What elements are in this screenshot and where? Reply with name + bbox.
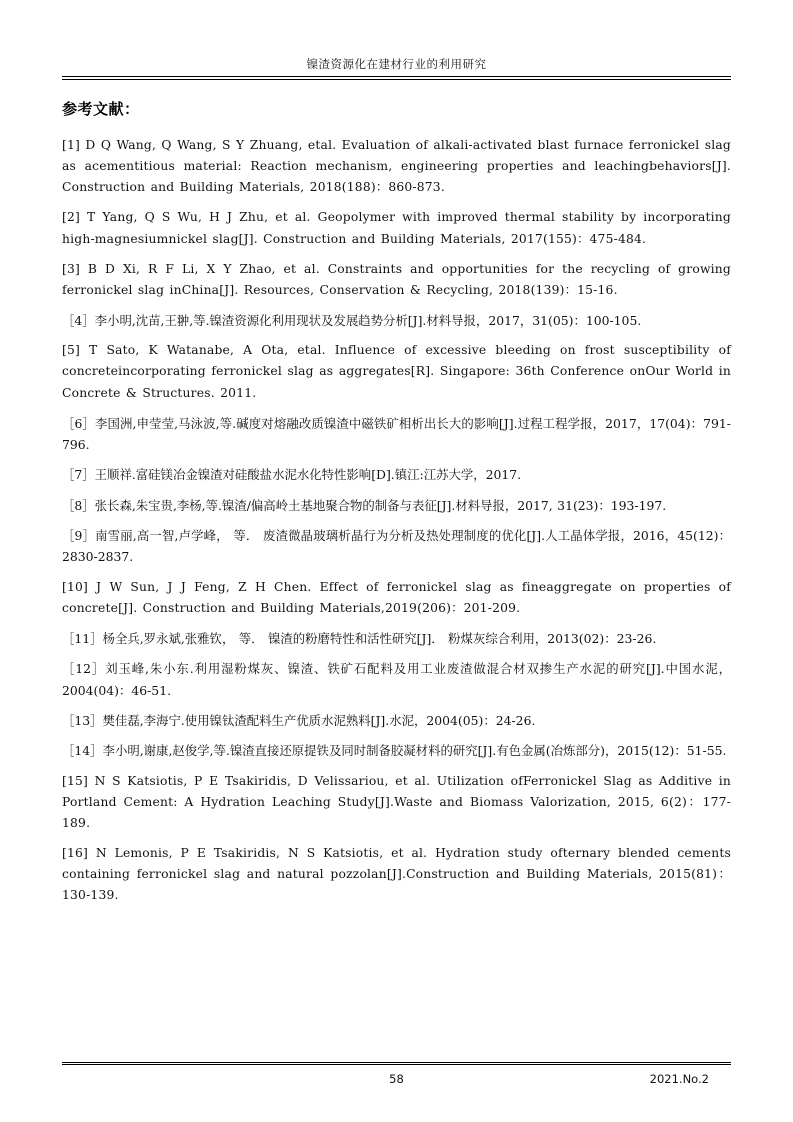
reference-item: ［11］杨全兵,罗永斌,张雅钦， 等． 镍渣的粉磨特性和活性研究[J]． 粉煤灰综合利用，2013(02)：23-26. <box>62 630 657 646</box>
reference-item: [16] N Lemonis, P E Tsakiridis, N S Katsiotis, et al. Hydration study ofternary blended cements containing ferronickel slag and natural pozzolan[J].Construction and Building Materials, 2015(81)：130‐139. <box>62 846 731 903</box>
reference-item: ［9］南雪丽,高一智,卢学峰， 等． 废渣微晶玻璃析晶行为分析及热处理制度的优化[J].人工晶体学报，2016，45(12)：2830-2837. <box>62 528 731 565</box>
reference-item: ［8］张长森,朱宝贵,李杨,等.镍渣/偏高岭土基地聚合物的制备与表征[J].材料导报，2017, 31(23)：193-197. <box>62 497 667 513</box>
reference-item: [10] J W Sun, J J Feng, Z H Chen. Effect of ferronickel slag as fineaggregate on properties of concrete[J]. Construction and Building Materials,2019(206)：201-209. <box>62 579 731 615</box>
reference-item: ［4］李小明,沈苗,王翀,等.镍渣资源化利用现状及发展趋势分析[J].材料导报，2017，31(05)：100-105. <box>62 312 642 328</box>
issue-label: 2021.No.2 <box>649 1072 709 1086</box>
reference-item: ［14］李小明,谢康,赵俊学,等.镍渣直接还原提铁及同时制备胶凝材料的研究[J].有色金属(冶炼部分)，2015(12)：51-55. <box>62 743 727 759</box>
footer-rule-thick <box>62 1062 731 1063</box>
reference-item: [1] D Q Wang, Q Wang, S Y Zhuang, etal. Evaluation of alkali-activated blast furnace ferronickel slag as acementitious material: Reaction mechanism, engineering properties and leachingbehaviors[J]. Construction and Building Materials, 2018(188)：860-873. <box>62 138 731 195</box>
header-rule-thin <box>62 79 731 80</box>
page-content <box>62 56 731 1082</box>
reference-item: ［7］王顺祥.富硅镁冶金镍渣对硅酸盐水泥水化特性影响[D].镇江:江苏大学，2017. <box>62 467 522 483</box>
page-title: 参考文献： <box>62 100 140 118</box>
reference-item: [3] B D Xi, R F Li, X Y Zhao, et al. Constraints and opportunities for the recycling of growing ferronickel slag inChina[J]. Resources, Conservation & Recycling, 2018(139)：15-16. <box>62 261 731 297</box>
reference-item: [15] N S Katsiotis, P E Tsakiridis, D Velissariou, et al. Utilization ofFerronickel Slag as Additive in Portland Cement: A Hydration Leaching Study[J].Waste and Biomass Valorization, 2015, 6(2)：177-189. <box>62 773 731 830</box>
reference-item: ［12］刘玉峰,朱小东.利用湿粉煤灰、镍渣、铁矿石配料及用工业废渣做混合材双掺生产水泥的研究[J].中国水泥，2004(04)：46-51. <box>62 661 731 698</box>
running-header <box>62 56 731 76</box>
header-rule-thick <box>62 76 731 77</box>
reference-item: [5] T Sato, K Watanabe, A Ota, etal. Influence of excessive bleeding on frost susceptibility of concreteincorporating ferronickel slag as aggregates[R]. Singapore: 36th Conference onOur World in Concrete & Structures. 2011. <box>62 343 731 400</box>
footer-row <box>62 1072 731 1088</box>
running-header-title: 镍渣资源化在建材行业的利用研究 <box>306 57 487 71</box>
footer-rule-thin <box>62 1064 731 1065</box>
reference-item: [2] T Yang, Q S Wu, H J Zhu, et al. Geopolymer with improved thermal stability by incorporating high-magnesiumnickel slag[J]. Construction and Building Materials, 2017(155)：475-484. <box>62 210 731 246</box>
page-footer <box>62 1062 731 1089</box>
page-number: 58 <box>389 1072 404 1086</box>
reference-item: ［6］李国洲,申莹莹,马泳波,等.碱度对熔融改质镍渣中磁铁矿相析出长大的影响[J].过程工程学报，2017，17(04)：791-796. <box>62 415 731 453</box>
reference-item: ［13］樊佳磊,李海宁.使用镍钛渣配料生产优质水泥熟料[J].水泥，2004(05)：24-26. <box>62 712 536 728</box>
